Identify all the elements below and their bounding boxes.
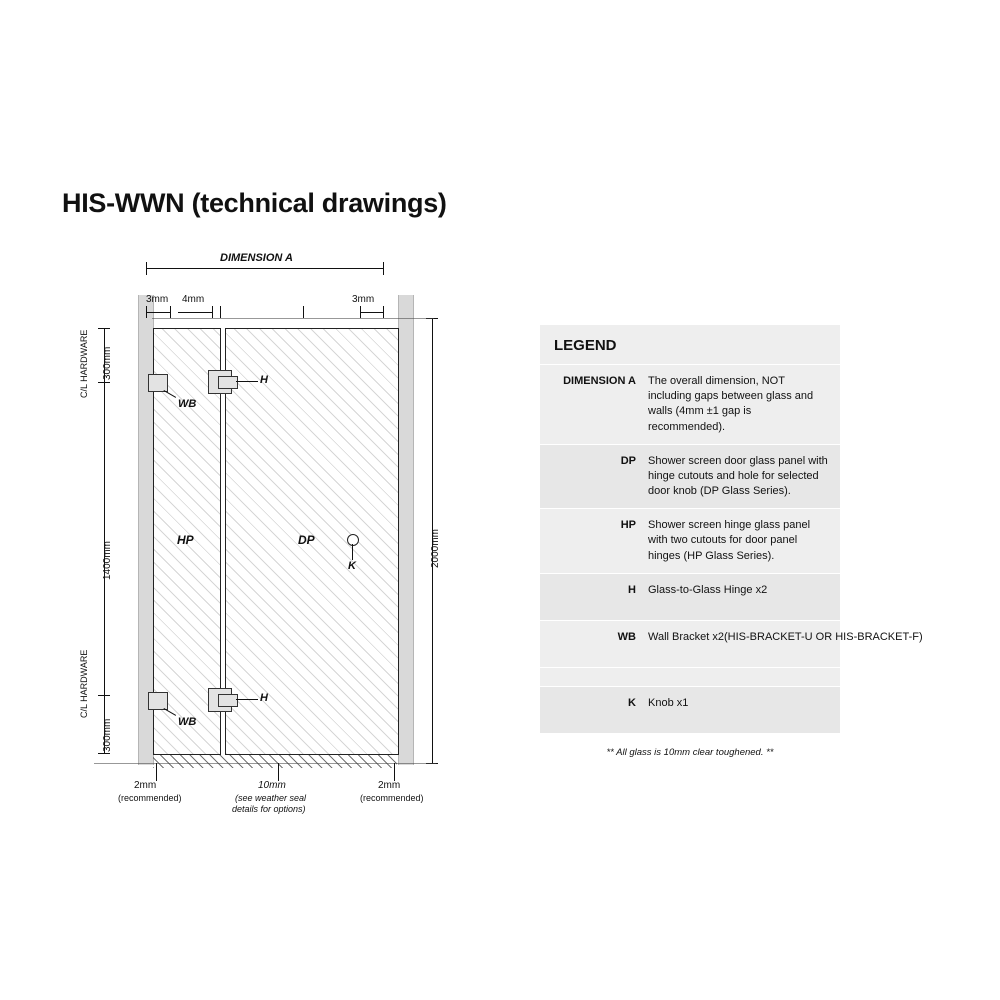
legend-row-hp	[540, 508, 840, 573]
bottom-right-gap-note: (recommended)	[360, 793, 424, 803]
legend-row-dimension-a	[540, 364, 840, 444]
legend-panel	[540, 325, 923, 764]
wall-bracket-bottom	[148, 692, 168, 710]
gap-mid-label: 4mm	[182, 294, 205, 305]
cl-hardware-top-text: C/L HARDWARE	[79, 329, 89, 398]
dim-1400-line	[104, 383, 105, 695]
cl-hardware-top-label	[80, 330, 89, 398]
hp-label: HP	[177, 533, 194, 547]
cl-hardware-bottom-label	[80, 650, 89, 718]
knob-leader	[352, 544, 353, 560]
hinge-bottom-leaf	[218, 694, 238, 707]
dim-300-bottom-tick-b	[98, 753, 110, 754]
knob-label: K	[348, 560, 356, 572]
page-title: HIS-WWN (technical drawings)	[62, 188, 447, 218]
bottom-center-gap-label: 10mm	[258, 780, 286, 791]
bottom-center-note-2: details for options)	[232, 804, 306, 814]
legend-spacer	[540, 667, 840, 686]
hinge-bottom-label: H	[260, 692, 268, 704]
dim-1400-label: 1400mm	[102, 541, 113, 580]
legend-row-k	[540, 686, 840, 733]
legend-value: Glass-to-Glass Hinge x2	[648, 583, 768, 596]
gap-right-tick-b	[383, 306, 384, 318]
dim-300-bottom-label: 300mm	[102, 718, 113, 752]
dp-label: DP	[298, 533, 315, 547]
legend-value: Shower screen hinge glass panel with two cutouts for door panel hinges (HP Glass Series).	[648, 519, 811, 562]
gap-mid-tick-b	[220, 306, 221, 318]
gap-left-label: 3mm	[146, 294, 169, 305]
dimension-a-tick-right	[383, 262, 384, 275]
gap-right-label: 3mm	[352, 294, 375, 305]
legend-row-h	[540, 573, 840, 620]
bottom-left-gap-note: (recommended)	[118, 793, 182, 803]
center-tick	[303, 306, 304, 318]
bottom-center-leader	[278, 763, 279, 781]
dim-300-top-label: 300mm	[102, 346, 113, 380]
bottom-left-leader	[156, 763, 157, 781]
floor-hatch	[153, 755, 397, 768]
hinge-top-leaf	[218, 376, 238, 389]
wall-right	[398, 295, 414, 765]
dimension-a-label: DIMENSION A	[220, 252, 293, 264]
legend-heading: LEGEND	[554, 337, 617, 354]
legend-value: Knob x1	[648, 696, 689, 709]
top-extension-line	[152, 318, 434, 319]
bottom-right-leader	[394, 763, 395, 781]
gap-mid-dim-line	[178, 312, 212, 313]
gap-left-dim-line	[146, 312, 170, 313]
bottom-center-note-1: (see weather seal	[235, 793, 307, 803]
gap-right-dim-line	[360, 312, 384, 313]
legend-row-wb	[540, 620, 923, 667]
legend-key: DIMENSION A	[563, 375, 636, 387]
gap-mid-tick-a	[212, 306, 213, 318]
hinge-top-label: H	[260, 374, 268, 386]
gap-left-tick-a	[146, 306, 147, 318]
wall-bracket-top	[148, 374, 168, 392]
gap-left-tick-b	[170, 306, 171, 318]
legend-key: DP	[620, 454, 636, 467]
legend-key: K	[628, 696, 636, 709]
wb-bottom-label: WB	[178, 716, 197, 728]
bottom-right-gap-label: 2mm	[378, 780, 401, 791]
wb-top-label: WB	[178, 398, 197, 410]
dim-300-top-tick-a	[98, 328, 110, 329]
shower-screen-drawing	[60, 250, 480, 840]
hinge-top-leader	[236, 381, 258, 382]
dimension-a-tick-left	[146, 262, 147, 275]
hinge-bottom-leader	[236, 699, 258, 700]
legend-key: H	[628, 583, 636, 596]
knob-circle	[347, 534, 359, 546]
legend-value: Wall Bracket x2(HIS-BRACKET-U OR HIS-BRACKET-F)	[648, 630, 923, 643]
bottom-left-gap-label: 2mm	[134, 780, 157, 791]
legend-note: ** All glass is 10mm clear toughened. **	[540, 733, 840, 764]
gap-right-tick-a	[360, 306, 361, 318]
dimension-a-line	[146, 268, 384, 269]
legend-row-dp	[540, 444, 840, 509]
legend-key: HP	[620, 519, 636, 532]
legend-value: The overall dimension, NOT including gaps between glass and walls (4mm ±1 gap is recommended).	[648, 375, 814, 433]
legend-key: WB	[617, 630, 636, 643]
legend-value: Shower screen door glass panel with hinge cutouts and hole for selected door knob (DP Glass Series).	[648, 454, 828, 498]
cl-hardware-bottom-text: C/L HARDWARE	[79, 649, 89, 718]
dim-2000-label: 2000mm	[430, 529, 441, 568]
